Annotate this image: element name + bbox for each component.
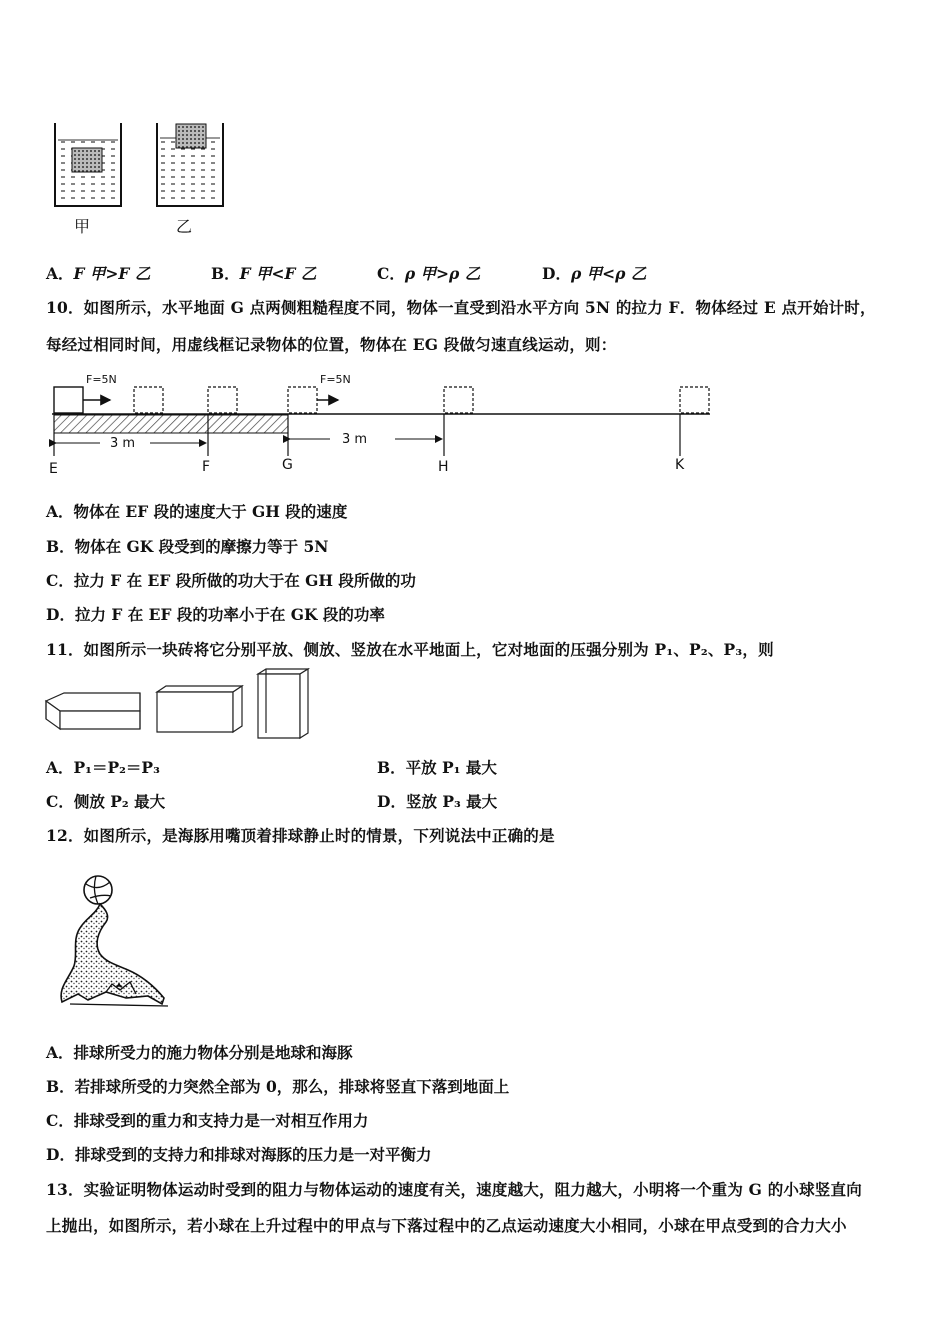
- q11-stem: 11．如图所示一块砖将它分别平放、侧放、竖放在水平地面上，它对地面的压强分别为 P₁、P₂、P₃，则: [46, 640, 774, 659]
- beaker-label-yi: 乙: [176, 217, 193, 236]
- q10-option-d[interactable]: D．拉力 F 在 EF 段的功率小于在 GK 段的功率: [46, 605, 385, 624]
- brick-side: [157, 686, 242, 732]
- volleyball: [84, 876, 112, 904]
- q12-option-d[interactable]: D．排球受到的支持力和排球对海豚的压力是一对平衡力: [46, 1145, 432, 1164]
- q9-option-c[interactable]: C．ρ 甲>ρ 乙: [377, 264, 481, 283]
- q9-option-a[interactable]: A．F 甲>F 乙: [46, 264, 151, 283]
- brick-upright: [258, 669, 308, 738]
- point-f: F: [202, 459, 211, 475]
- point-g: G: [282, 457, 293, 473]
- q10-option-c[interactable]: C．拉力 F 在 EF 段所做的功大于在 GH 段所做的功: [46, 571, 416, 590]
- q9-option-b[interactable]: B．F 甲<F 乙: [211, 264, 317, 283]
- q12-option-a[interactable]: A．排球所受力的施力物体分别是地球和海豚: [46, 1043, 353, 1062]
- point-k: K: [675, 457, 685, 473]
- beaker-label-jia: 甲: [74, 217, 91, 236]
- q12-option-c[interactable]: C．排球受到的重力和支持力是一对相互作用力: [46, 1111, 369, 1130]
- q10-stem-line2: 每经过相同时间，用虚线框记录物体的位置，物体在 EG 段做匀速直线运动，则：: [46, 335, 617, 354]
- brick-figure: [44, 666, 314, 744]
- q13-stem-line2: 上抛出，如图所示，若小球在上升过程中的甲点与下落过程中的乙点运动速度大小相同，小球在甲点受到的合力大小: [46, 1216, 847, 1235]
- floating-block-jia: [72, 148, 102, 172]
- dolphin-ball-figure: [50, 870, 175, 1020]
- floating-block-yi: [176, 124, 206, 148]
- dolphin: [61, 904, 168, 1006]
- q10-option-a[interactable]: A．物体在 EF 段的速度大于 GH 段的速度: [46, 502, 348, 521]
- rough-surface: [54, 415, 288, 433]
- q13-stem-line1: 13．实验证明物体运动时受到的阻力与物体运动的速度有关，速度越大，阻力越大，小明将一个重为 G 的小球竖直向: [46, 1180, 862, 1199]
- q12-stem: 12．如图所示，是海豚用嘴顶着排球静止时的情景，下列说法中正确的是: [46, 826, 555, 845]
- q11-option-c[interactable]: C．侧放 P₂ 最大: [46, 792, 166, 811]
- q11-option-b[interactable]: B．平放 P₁ 最大: [377, 758, 497, 777]
- beaker-yi: [157, 123, 223, 206]
- q12-option-b[interactable]: B．若排球所受的力突然全部为 0，那么，排球将竖直下落到地面上: [46, 1077, 510, 1096]
- point-h: H: [438, 459, 449, 475]
- q9-option-d[interactable]: D．ρ 甲<ρ 乙: [542, 264, 647, 283]
- q10-option-b[interactable]: B．物体在 GK 段受到的摩擦力等于 5N: [46, 537, 329, 556]
- q10-stem-line1: 10．如图所示，水平地面 G 点两侧粗糙程度不同，物体一直受到沿水平方向 5N 的拉力 F．物体经过 E 点开始计时，: [46, 298, 876, 317]
- brick-flat: [46, 693, 140, 729]
- q11-option-d[interactable]: D．竖放 P₃ 最大: [377, 792, 498, 811]
- point-e: E: [49, 461, 58, 477]
- beaker-jia: [55, 123, 121, 206]
- force-label-1: F=5N: [86, 373, 117, 386]
- force-label-2: F=5N: [320, 373, 351, 386]
- object-block: [54, 387, 83, 413]
- q11-option-a[interactable]: A．P₁＝P₂＝P₃: [46, 758, 160, 777]
- distance-label-ef: 3 m: [110, 436, 136, 451]
- distance-label-gh: 3 m: [342, 432, 368, 447]
- motion-diagram: [40, 368, 730, 483]
